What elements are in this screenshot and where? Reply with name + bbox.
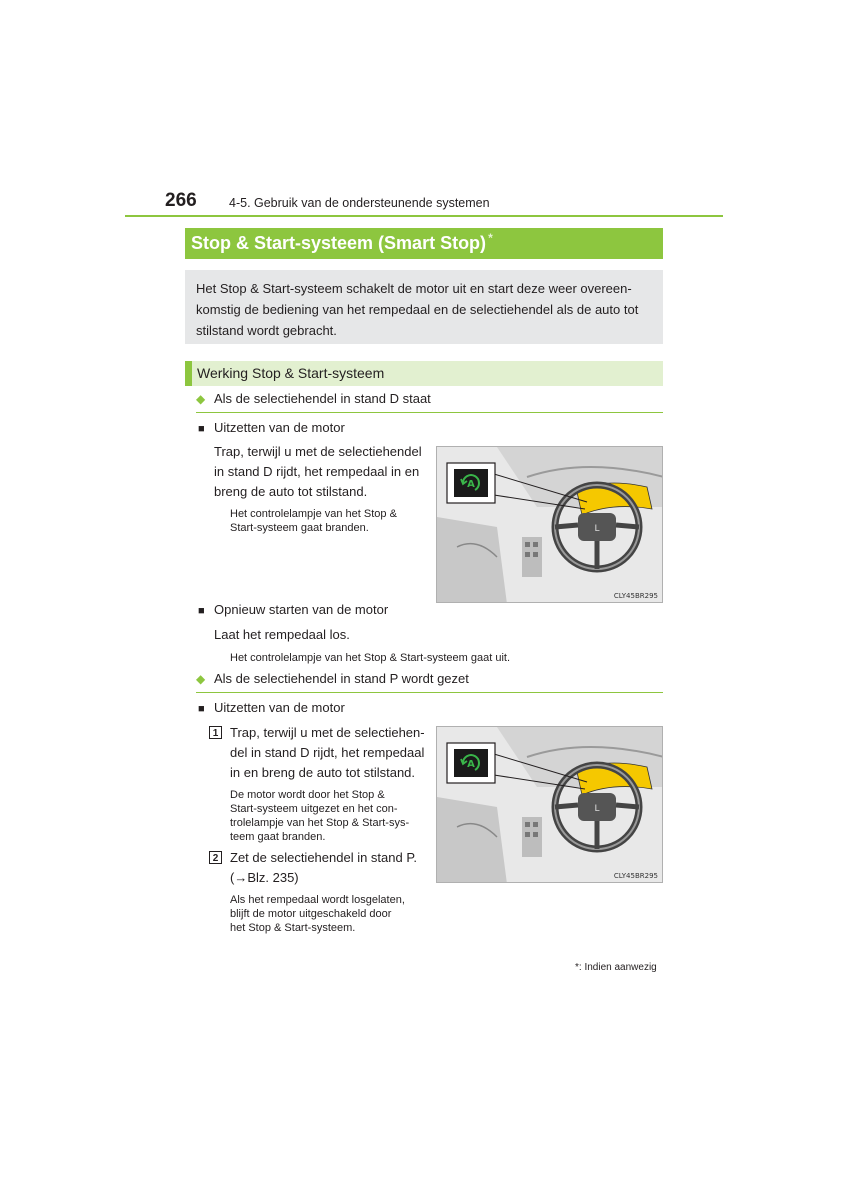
svg-text:L: L xyxy=(594,804,600,814)
subsection-divider xyxy=(196,692,663,693)
item-heading-text: Uitzetten van de motor xyxy=(214,420,345,435)
square-bullet-icon: ■ xyxy=(198,605,205,617)
chapter-title: 4-5. Gebruik van de ondersteunende systemen xyxy=(229,196,490,210)
intro-line: Het Stop & Start-systeem schakelt de motor uit en start deze weer overeen- xyxy=(196,281,632,296)
svg-text:A: A xyxy=(467,759,475,770)
page-title-bar xyxy=(185,228,663,259)
note-line: teem gaat branden. xyxy=(230,831,326,843)
body-line: Trap, terwijl u met de selectiehen- xyxy=(230,725,425,740)
page-number: 266 xyxy=(165,190,197,211)
item-note: Het controlelampje van het Stop & Start-systeem gaat uit. xyxy=(230,652,511,664)
intro-line: komstig de bediening van het rempedaal en de selectiehendel als de auto tot xyxy=(196,302,639,317)
step-number: 1 xyxy=(209,726,222,739)
step-note xyxy=(230,788,409,844)
subsection-heading-text: Als de selectiehendel in stand D staat xyxy=(214,391,431,406)
steering-wheel-drawing xyxy=(437,447,663,603)
subsection-heading xyxy=(196,671,469,686)
note-line: Het controlelampje van het Stop & xyxy=(230,508,397,520)
square-bullet-icon: ■ xyxy=(198,423,205,435)
item-heading xyxy=(198,420,345,435)
dashboard-illustration xyxy=(436,726,663,883)
body-line: in en breng de auto tot stilstand. xyxy=(230,765,416,780)
step-note xyxy=(230,893,405,935)
note-line: blijft de motor uitgeschakeld door xyxy=(230,908,392,920)
diamond-bullet-icon: ◆ xyxy=(196,392,206,406)
subsection-heading xyxy=(196,391,431,406)
square-bullet-icon: ■ xyxy=(198,703,205,715)
item-body: Laat het rempedaal los. xyxy=(214,627,350,642)
note-line: het Stop & Start-systeem. xyxy=(230,922,356,934)
section-accent xyxy=(185,361,192,386)
intro-line: stilstand wordt gebracht. xyxy=(196,323,337,338)
subsection-heading-text: Als de selectiehendel in stand P wordt gezet xyxy=(214,671,469,686)
note-line: trolelampje van het Stop & Start-sys- xyxy=(230,817,410,829)
section-heading: Werking Stop & Start-systeem xyxy=(197,365,385,381)
note-line: Als het rempedaal wordt losgelaten, xyxy=(230,894,405,906)
diamond-bullet-icon: ◆ xyxy=(196,672,206,686)
item-heading-text: Uitzetten van de motor xyxy=(214,700,345,715)
item-note xyxy=(230,507,397,535)
item-heading xyxy=(198,700,345,715)
body-line: breng de auto tot stilstand. xyxy=(214,484,368,499)
note-line: Start-systeem uitgezet en het con- xyxy=(230,803,398,815)
step-body xyxy=(230,848,417,888)
item-heading-text: Opnieuw starten van de motor xyxy=(214,602,389,617)
page-reference-link[interactable]: (→Blz. 235) xyxy=(230,870,299,885)
svg-text:L: L xyxy=(594,524,600,534)
step-number: 2 xyxy=(209,851,222,864)
note-line: Start-systeem gaat branden. xyxy=(230,522,369,534)
header-divider xyxy=(125,215,723,217)
illustration-code: CLY45BR295 xyxy=(613,592,658,600)
note-line: De motor wordt door het Stop & xyxy=(230,789,385,801)
body-line: Trap, terwijl u met de selectiehendel xyxy=(214,444,422,459)
section-heading-bar xyxy=(185,361,663,386)
subsection-divider xyxy=(196,412,663,413)
illustration-code: CLY45BR295 xyxy=(613,872,658,880)
body-line: del in stand D rijdt, het rempedaal xyxy=(230,745,425,760)
step-body xyxy=(230,723,425,783)
intro-box xyxy=(185,270,663,344)
svg-text:A: A xyxy=(467,479,475,490)
body-line: Zet de selectiehendel in stand P. xyxy=(230,850,417,865)
dashboard-illustration xyxy=(436,446,663,603)
page-title-text: Stop & Start-systeem (Smart Stop) xyxy=(191,233,487,253)
steering-wheel-drawing xyxy=(437,727,663,883)
item-body xyxy=(214,442,422,502)
availability-marker: * xyxy=(488,231,493,245)
body-line: in stand D rijdt, het rempedaal in en xyxy=(214,464,420,479)
footnote: *: Indien aanwezig xyxy=(575,962,657,973)
item-heading xyxy=(198,602,388,617)
page-title xyxy=(191,231,493,254)
